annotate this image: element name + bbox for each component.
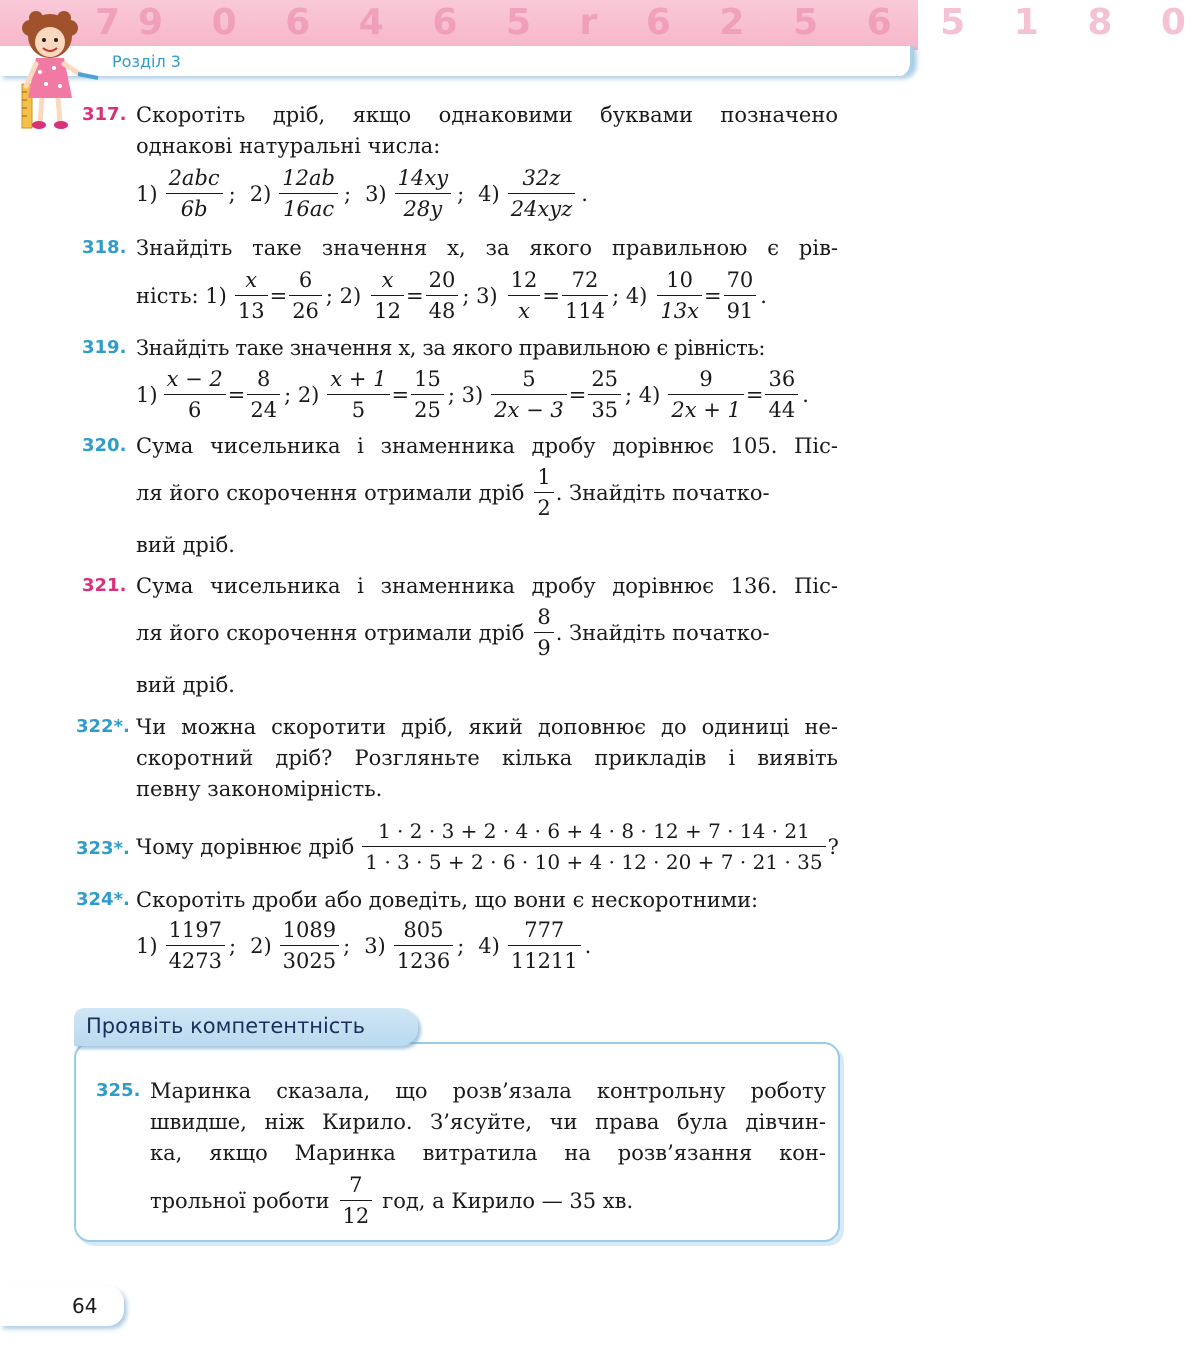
problem-number: 325. <box>96 1080 141 1101</box>
numerator: 1 · 2 · 3 + 2 · 4 · 6 + 4 · 8 · 12 + 7 · 14 · 21 <box>362 816 825 847</box>
denominator: 6b <box>180 197 208 221</box>
separator: ; 2) <box>284 382 320 407</box>
numerator: 70 <box>724 265 757 296</box>
fraction-list <box>136 915 591 976</box>
numerator: 12ab <box>279 163 338 194</box>
problem-text: скоротний дріб? Розгляньте кілька прикладів і виявіть <box>136 746 838 770</box>
fraction <box>534 462 553 523</box>
item-label: 2) <box>249 181 272 206</box>
denominator: 35 <box>591 398 619 422</box>
numerator: 5 <box>491 364 567 395</box>
numerator: 1089 <box>280 915 339 946</box>
header-band <box>0 0 1204 50</box>
item-label: 3) <box>364 933 386 958</box>
problem-text: . Знайдіть початко- <box>555 480 770 505</box>
denominator: 6 <box>187 398 202 422</box>
fraction <box>166 163 223 224</box>
problem-number: 318. <box>82 237 127 258</box>
denominator: 2x + 1 <box>671 398 741 422</box>
fraction <box>164 364 226 425</box>
numerator: 20 <box>426 265 459 296</box>
fraction <box>340 1170 373 1231</box>
problem-text-row <box>136 462 770 523</box>
problem-number: 319. <box>82 337 127 358</box>
problem-number: 320. <box>82 435 127 456</box>
item-label: 3) <box>365 181 387 206</box>
problem-text: ? <box>827 834 839 859</box>
numerator: 1197 <box>166 915 225 946</box>
problem-text: певну закономірність. <box>136 777 383 801</box>
problem-text: Скоротіть дроби або доведіть, що вони є нескоротними: <box>136 888 759 912</box>
denominator: 2x − 3 <box>494 398 564 422</box>
denominator: 24 <box>250 398 278 422</box>
numerator: 14xy <box>395 163 451 194</box>
equation-list: 1) $\frac{x - 2}{6}$ = $\frac{8}{24}$ ; 2) $\frac{x + 1}{5}$ = $\frac{15}{25}$ ; 3) $\frac{5}{2x - 3}$ = $\frac{25}{35}$ ; 4) $\frac{9}{2x + 1}$ = $\frac{36}{44}$ . <box>136 364 809 425</box>
problem-text: вий дріб. <box>136 673 235 697</box>
problem-text: год, а Кирило — 35 хв. <box>382 1188 634 1213</box>
denominator: 11211 <box>510 949 578 973</box>
problem-number: 321. <box>82 575 127 596</box>
item-label: 4) <box>478 181 500 206</box>
denominator: 24xyz <box>510 197 573 221</box>
item-label: 1) <box>136 382 158 407</box>
fraction <box>371 265 404 326</box>
separator: ; <box>457 933 465 958</box>
problem-text: вий дріб. <box>136 533 235 557</box>
problem-text-row <box>150 1170 633 1231</box>
fraction <box>166 915 225 976</box>
problem-number: 323*. <box>76 838 130 859</box>
problem-text: ля його скорочення отримали дріб <box>136 480 525 505</box>
numerator: 8 <box>534 602 553 633</box>
denominator: 12 <box>374 299 401 323</box>
numerator: 10 <box>657 265 702 296</box>
problem-text-row <box>136 602 770 663</box>
fraction <box>724 265 757 326</box>
item-label: ність: 1) <box>136 283 227 308</box>
fraction <box>279 163 338 224</box>
fraction <box>426 265 459 326</box>
separator: ; <box>343 181 352 206</box>
numerator: 777 <box>508 915 581 946</box>
denominator: x <box>518 299 530 323</box>
denominator: 3025 <box>282 949 337 973</box>
denominator: 44 <box>768 398 796 422</box>
separator: ; <box>229 933 237 958</box>
separator: . <box>581 181 588 206</box>
numerator: 8 <box>247 364 280 395</box>
page-number: 64 <box>72 1294 98 1318</box>
denominator: 13x <box>660 299 699 323</box>
denominator: 1 · 3 · 5 + 2 · 6 · 10 + 4 · 12 · 20 + 7 · 21 · 35 <box>365 850 823 874</box>
fraction <box>588 364 621 425</box>
fraction-list <box>136 163 588 224</box>
problem-text-row <box>136 816 839 877</box>
numerator: 12 <box>508 265 541 296</box>
numerator: 6 <box>289 265 322 296</box>
problem-text: Знайдіть таке значення x, за якого правильною є рів- <box>136 236 838 260</box>
item-label: 1) <box>136 933 158 958</box>
numerator: 32z <box>508 163 576 194</box>
denominator: 9 <box>537 636 551 660</box>
fraction <box>491 364 567 425</box>
problem-text: Чому дорівнює дріб <box>136 834 355 859</box>
numerator: 36 <box>765 364 798 395</box>
denominator: 48 <box>428 299 456 323</box>
fraction <box>508 163 576 224</box>
problem-text: . Знайдіть початко- <box>555 620 770 645</box>
separator: ; 3) <box>447 382 484 407</box>
item-label: 4) <box>478 933 500 958</box>
fraction <box>327 364 389 425</box>
fraction <box>247 364 280 425</box>
fraction <box>508 915 581 976</box>
numerator: x <box>371 265 404 296</box>
numerator: x − 2 <box>164 364 226 395</box>
fraction <box>394 915 453 976</box>
page-number-tab <box>0 1286 124 1326</box>
numerator: 7 <box>340 1170 373 1201</box>
numerator: 9 <box>668 364 744 395</box>
fraction <box>668 364 744 425</box>
problem-text: Сума чисельника і знаменника дробу дорівнює 136. Піс- <box>136 574 838 598</box>
fraction <box>508 265 541 326</box>
numerator: 805 <box>394 915 453 946</box>
fraction <box>395 163 451 224</box>
fraction <box>562 265 608 326</box>
item-label: 1) <box>136 181 158 206</box>
fraction <box>289 265 322 326</box>
denominator: 2 <box>537 496 551 520</box>
numerator: 1 <box>534 462 553 493</box>
problem-text: Скоротіть дріб, якщо однаковими буквами позначено <box>136 103 838 127</box>
denominator: 28y <box>403 197 443 221</box>
numerator: x + 1 <box>327 364 389 395</box>
problem-text: Чи можна скоротити дріб, який доповнює до одиниці не- <box>136 715 838 739</box>
problem-number: 317. <box>82 104 127 125</box>
separator: . <box>802 382 809 407</box>
problem-text: Сума чисельника і знаменника дробу дорівнює 105. Піс- <box>136 434 838 458</box>
problem-text: ка, якщо Маринка витратила на розв’язання кон- <box>150 1141 826 1165</box>
item-label: 2) <box>250 933 272 958</box>
fraction <box>362 816 825 877</box>
fraction <box>765 364 798 425</box>
separator: . <box>584 933 592 958</box>
numerator: 25 <box>588 364 621 395</box>
separator: ; 3) <box>462 283 498 308</box>
numerator: 2abc <box>166 163 223 194</box>
denominator: 1236 <box>396 949 451 973</box>
equation-list: ність: 1) $\frac{x}{13}$ = $\frac{6}{26}$ ; 2) $\frac{x}{12}$ = $\frac{20}{48}$ ; 3) $\frac{12}{x}$ = $\frac{72}{114}$ ; 4) $\frac{10}{13x}$ = $\frac{70}{91}$ . <box>136 265 767 326</box>
separator: . <box>760 283 767 308</box>
fraction <box>280 915 339 976</box>
problem-text: трольної роботи <box>150 1188 330 1213</box>
separator: ; <box>228 181 236 206</box>
denominator: 16ac <box>283 197 335 221</box>
denominator: 13 <box>237 299 265 323</box>
separator: ; <box>457 181 465 206</box>
fraction <box>534 602 553 663</box>
problem-text: швидше, ніж Кирило. З’ясуйте, чи права була дівчин- <box>150 1110 826 1134</box>
fraction <box>235 265 268 326</box>
denominator: 12 <box>342 1204 370 1228</box>
fraction <box>657 265 702 326</box>
denominator: 25 <box>414 398 441 422</box>
denominator: 26 <box>292 299 319 323</box>
separator: ; <box>343 933 351 958</box>
separator: ; 4) <box>625 382 661 407</box>
numerator: 15 <box>411 364 444 395</box>
problem-text: однакові натуральні числа: <box>136 134 441 158</box>
problem-text: Маринка сказала, що розв’язала контрольну роботу <box>150 1079 826 1103</box>
competence-title: Проявіть компетентність <box>86 1014 365 1038</box>
denominator: 4273 <box>168 949 223 973</box>
problem-text: ля його скорочення отримали дріб <box>136 620 525 645</box>
problem-number: 324*. <box>76 889 130 910</box>
problem-number: 322*. <box>76 716 130 737</box>
denominator: 91 <box>726 299 754 323</box>
numerator: x <box>235 265 268 296</box>
fraction <box>411 364 444 425</box>
numerator: 72 <box>562 265 608 296</box>
separator: ; 4) <box>612 283 648 308</box>
denominator: 5 <box>351 398 366 422</box>
problem-text: Знайдіть таке значення x, за якого правильною є рівність: <box>136 336 766 360</box>
separator: ; 2) <box>325 283 362 308</box>
section-label: Розділ 3 <box>112 52 181 71</box>
header-decor-digits: 79 0 6 4 6 5 r 6 2 5 6 5 1 8 0 <box>95 2 1204 43</box>
denominator: 114 <box>564 299 606 323</box>
